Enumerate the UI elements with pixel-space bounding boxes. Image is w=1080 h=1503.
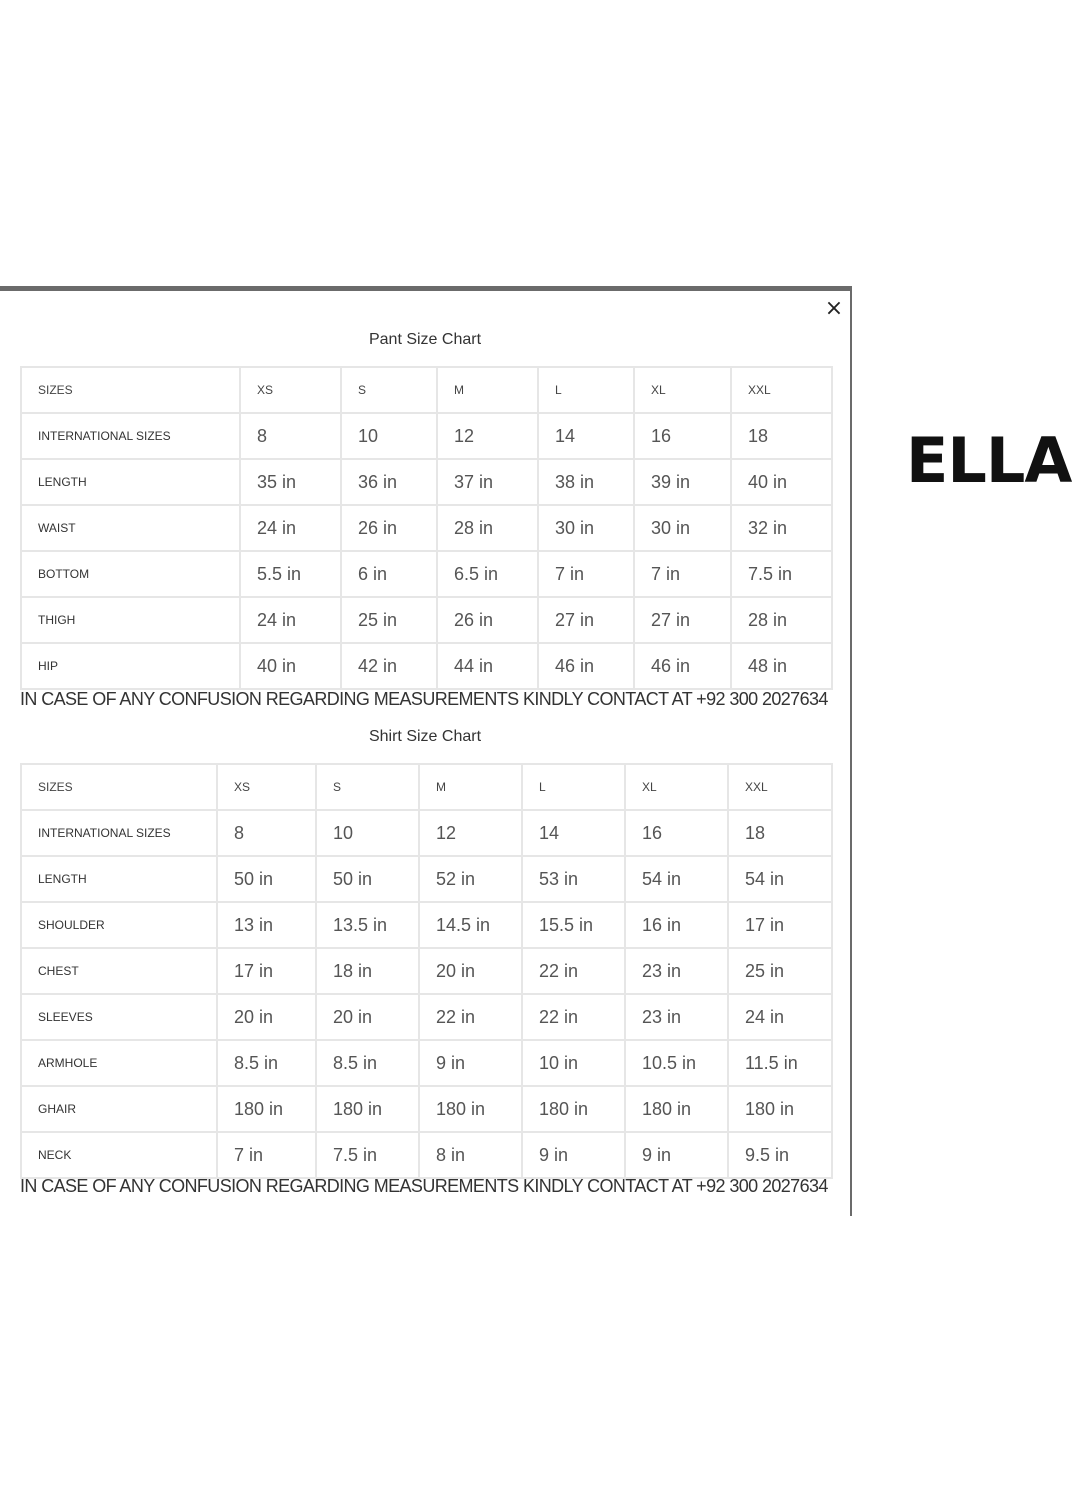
table-cell: 42 in	[341, 643, 437, 689]
table-cell: 9 in	[625, 1132, 728, 1178]
table-cell: 13.5 in	[316, 902, 419, 948]
table-cell: 25 in	[728, 948, 832, 994]
table-header-cell: XL	[625, 764, 728, 810]
shirt-size-table	[20, 763, 833, 1179]
table-header-cell: XS	[217, 764, 316, 810]
table-cell: 37 in	[437, 459, 538, 505]
table-row	[21, 994, 832, 1040]
table-cell: 52 in	[419, 856, 522, 902]
table-cell: 6.5 in	[437, 551, 538, 597]
brand-logo: ELLA	[906, 424, 1072, 497]
row-label-cell: INTERNATIONAL SIZES	[21, 413, 240, 459]
table-cell: 36 in	[341, 459, 437, 505]
table-row	[21, 948, 832, 994]
table-cell: 28 in	[731, 597, 832, 643]
table-cell: 20 in	[419, 948, 522, 994]
table-row	[21, 902, 832, 948]
table-cell: 54 in	[625, 856, 728, 902]
table-cell: 40 in	[731, 459, 832, 505]
row-label-cell: BOTTOM	[21, 551, 240, 597]
table-cell: 7.5 in	[731, 551, 832, 597]
table-cell: 24 in	[240, 505, 341, 551]
table-cell: 14	[522, 810, 625, 856]
table-cell: 180 in	[728, 1086, 832, 1132]
table-cell: 30 in	[634, 505, 731, 551]
table-cell: 38 in	[538, 459, 634, 505]
table-cell: 23 in	[625, 994, 728, 1040]
table-cell: 17 in	[728, 902, 832, 948]
table-cell: 7 in	[538, 551, 634, 597]
table-cell: 53 in	[522, 856, 625, 902]
table-cell: 11.5 in	[728, 1040, 832, 1086]
table-row	[21, 643, 832, 689]
row-label-cell: LENGTH	[21, 856, 217, 902]
table-cell: 10	[341, 413, 437, 459]
table-cell: 22 in	[522, 948, 625, 994]
table-cell: 5.5 in	[240, 551, 341, 597]
table-cell: 54 in	[728, 856, 832, 902]
table-cell: 7 in	[217, 1132, 316, 1178]
row-label-cell: WAIST	[21, 505, 240, 551]
table-cell: 18	[728, 810, 832, 856]
table-row	[21, 597, 832, 643]
table-cell: 180 in	[522, 1086, 625, 1132]
row-label-cell: SHOULDER	[21, 902, 217, 948]
table-header-row	[21, 764, 832, 810]
table-cell: 7 in	[634, 551, 731, 597]
table-cell: 8	[217, 810, 316, 856]
table-cell: 17 in	[217, 948, 316, 994]
table-cell: 40 in	[240, 643, 341, 689]
row-label-cell: HIP	[21, 643, 240, 689]
row-label-cell: CHEST	[21, 948, 217, 994]
table-cell: 12	[419, 810, 522, 856]
row-label-cell: THIGH	[21, 597, 240, 643]
table-header-cell: S	[316, 764, 419, 810]
table-cell: 20 in	[217, 994, 316, 1040]
table-cell: 180 in	[316, 1086, 419, 1132]
table-cell: 8.5 in	[217, 1040, 316, 1086]
table-cell: 15.5 in	[522, 902, 625, 948]
table-cell: 27 in	[634, 597, 731, 643]
table-cell: 10 in	[522, 1040, 625, 1086]
close-icon[interactable]: ×	[824, 296, 844, 321]
row-label-cell: SLEEVES	[21, 994, 217, 1040]
table-cell: 25 in	[341, 597, 437, 643]
table-header-cell: XXL	[731, 367, 832, 413]
table-cell: 16 in	[625, 902, 728, 948]
shirt-contact-note: IN CASE OF ANY CONFUSION REGARDING MEASUREMENTS KINDLY CONTACT AT +92 300 2027634	[20, 1176, 828, 1196]
table-cell: 8	[240, 413, 341, 459]
table-cell: 22 in	[419, 994, 522, 1040]
table-row	[21, 551, 832, 597]
row-label-cell: ARMHOLE	[21, 1040, 217, 1086]
table-header-cell: XXL	[728, 764, 832, 810]
table-cell: 9 in	[522, 1132, 625, 1178]
table-header-cell: SIZES	[21, 764, 217, 810]
table-row	[21, 459, 832, 505]
table-header-cell: XS	[240, 367, 341, 413]
table-cell: 8.5 in	[316, 1040, 419, 1086]
table-cell: 16	[625, 810, 728, 856]
row-label-cell: INTERNATIONAL SIZES	[21, 810, 217, 856]
table-cell: 9.5 in	[728, 1132, 832, 1178]
table-row	[21, 1132, 832, 1178]
table-header-cell: L	[538, 367, 634, 413]
table-cell: 13 in	[217, 902, 316, 948]
row-label-cell: GHAIR	[21, 1086, 217, 1132]
table-cell: 9 in	[419, 1040, 522, 1086]
table-header-cell: M	[419, 764, 522, 810]
table-cell: 24 in	[240, 597, 341, 643]
table-row	[21, 413, 832, 459]
table-cell: 10	[316, 810, 419, 856]
table-cell: 14	[538, 413, 634, 459]
table-cell: 39 in	[634, 459, 731, 505]
table-row	[21, 1040, 832, 1086]
table-cell: 180 in	[419, 1086, 522, 1132]
table-cell: 16	[634, 413, 731, 459]
table-header-cell: SIZES	[21, 367, 240, 413]
table-cell: 18 in	[316, 948, 419, 994]
shirt-chart-title: Shirt Size Chart	[368, 728, 482, 745]
table-header-cell: M	[437, 367, 538, 413]
pant-contact-note: IN CASE OF ANY CONFUSION REGARDING MEASUREMENTS KINDLY CONTACT AT +92 300 2027634	[20, 689, 828, 709]
table-cell: 50 in	[217, 856, 316, 902]
table-cell: 20 in	[316, 994, 419, 1040]
table-cell: 8 in	[419, 1132, 522, 1178]
pant-size-table	[20, 366, 833, 690]
table-cell: 12	[437, 413, 538, 459]
table-cell: 24 in	[728, 994, 832, 1040]
table-row	[21, 810, 832, 856]
table-header-row	[21, 367, 832, 413]
row-label-cell: NECK	[21, 1132, 217, 1178]
table-cell: 46 in	[538, 643, 634, 689]
table-cell: 26 in	[341, 505, 437, 551]
table-cell: 23 in	[625, 948, 728, 994]
table-row	[21, 856, 832, 902]
table-cell: 26 in	[437, 597, 538, 643]
pant-chart-title: Pant Size Chart	[368, 331, 482, 348]
table-cell: 22 in	[522, 994, 625, 1040]
table-header-cell: S	[341, 367, 437, 413]
table-cell: 27 in	[538, 597, 634, 643]
table-cell: 32 in	[731, 505, 832, 551]
table-cell: 6 in	[341, 551, 437, 597]
table-header-cell: L	[522, 764, 625, 810]
table-cell: 180 in	[217, 1086, 316, 1132]
table-cell: 18	[731, 413, 832, 459]
table-cell: 7.5 in	[316, 1132, 419, 1178]
table-row	[21, 1086, 832, 1132]
table-cell: 30 in	[538, 505, 634, 551]
table-cell: 28 in	[437, 505, 538, 551]
table-cell: 35 in	[240, 459, 341, 505]
table-header-cell: XL	[634, 367, 731, 413]
row-label-cell: LENGTH	[21, 459, 240, 505]
table-cell: 48 in	[731, 643, 832, 689]
table-cell: 10.5 in	[625, 1040, 728, 1086]
table-cell: 44 in	[437, 643, 538, 689]
table-row	[21, 505, 832, 551]
table-cell: 50 in	[316, 856, 419, 902]
table-cell: 46 in	[634, 643, 731, 689]
table-cell: 180 in	[625, 1086, 728, 1132]
table-cell: 14.5 in	[419, 902, 522, 948]
